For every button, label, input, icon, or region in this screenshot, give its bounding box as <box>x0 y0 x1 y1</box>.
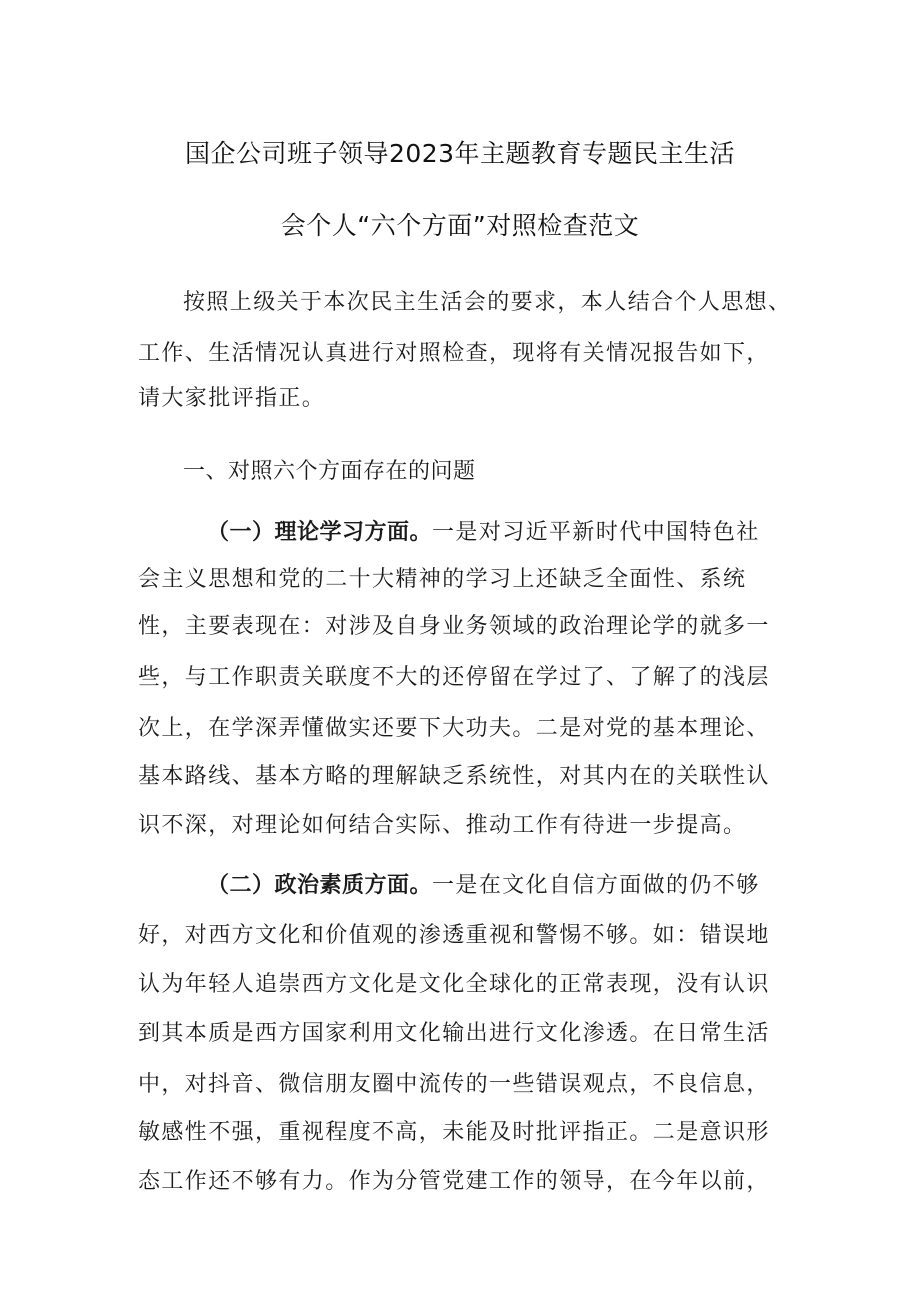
subsection-2-line: 态工作还不够有力。作为分管党建工作的领导，在今年以前， <box>138 1169 770 1194</box>
document-title-line-2: 会个人“六个方面”对照检查范文 <box>280 211 640 240</box>
subsection-1-text: 一是对习近平新时代中国特色社 <box>432 520 760 545</box>
section-heading: 一、对照六个方面存在的问题 <box>183 459 476 484</box>
subsection-2-line: 到其本质是西方国家利用文化输出进行文化渗透。在日常生活 <box>138 1021 770 1046</box>
subsection-2-line: 中，对抖音、微信朋友圈中流传的一些错误观点，不良信息， <box>138 1072 770 1097</box>
intro-line-2: 工作、生活情况认真进行对照检查，现将有关情况报告如下， <box>138 341 770 366</box>
subsection-1-line: 基本路线、基本方略的理解缺乏系统性，对其内在的关联性认 <box>138 764 770 789</box>
subsection-1-line: 些，与工作职责关联度不大的还停留在学过了、了解了的浅层 <box>138 665 770 690</box>
subsection-1-line: 会主义思想和党的二十大精神的学习上还缺乏全面性、系统 <box>138 567 747 592</box>
subsection-1-first-line <box>207 518 760 548</box>
subsection-1-line: 次上，在学深弄懂做实还要下大功夫。二是对党的基本理论、 <box>138 716 770 741</box>
document-title-line-1: 国企公司班子领导2023年主题教育专题民主生活 <box>184 139 736 168</box>
subsection-2-line: 好，对西方文化和价值观的渗透重视和警惕不够。如：错误地 <box>138 923 770 948</box>
subsection-2-line: 认为年轻人追崇西方文化是文化全球化的正常表现，没有认识 <box>138 972 770 997</box>
intro-line-1: 按照上级关于本次民主生活会的要求，本人结合个人思想、 <box>183 290 792 315</box>
subsection-2-label: （二）政治素质方面。 <box>207 873 433 898</box>
subsection-2-line: 敏感性不强，重视程度不高，未能及时批评指正。二是意识形 <box>138 1120 770 1145</box>
subsection-1-label: （一）理论学习方面。 <box>207 520 433 545</box>
subsection-2-first-line <box>207 871 760 901</box>
intro-line-3: 请大家批评指正。 <box>138 386 326 411</box>
subsection-2-text: 一是在文化自信方面做的仍不够 <box>432 873 760 898</box>
subsection-1-line: 性，主要表现在：对涉及自身业务领域的政治理论学的就多一 <box>138 614 770 639</box>
subsection-1-line: 识不深，对理论如何结合实际、推动工作有待进一步提高。 <box>138 813 747 838</box>
